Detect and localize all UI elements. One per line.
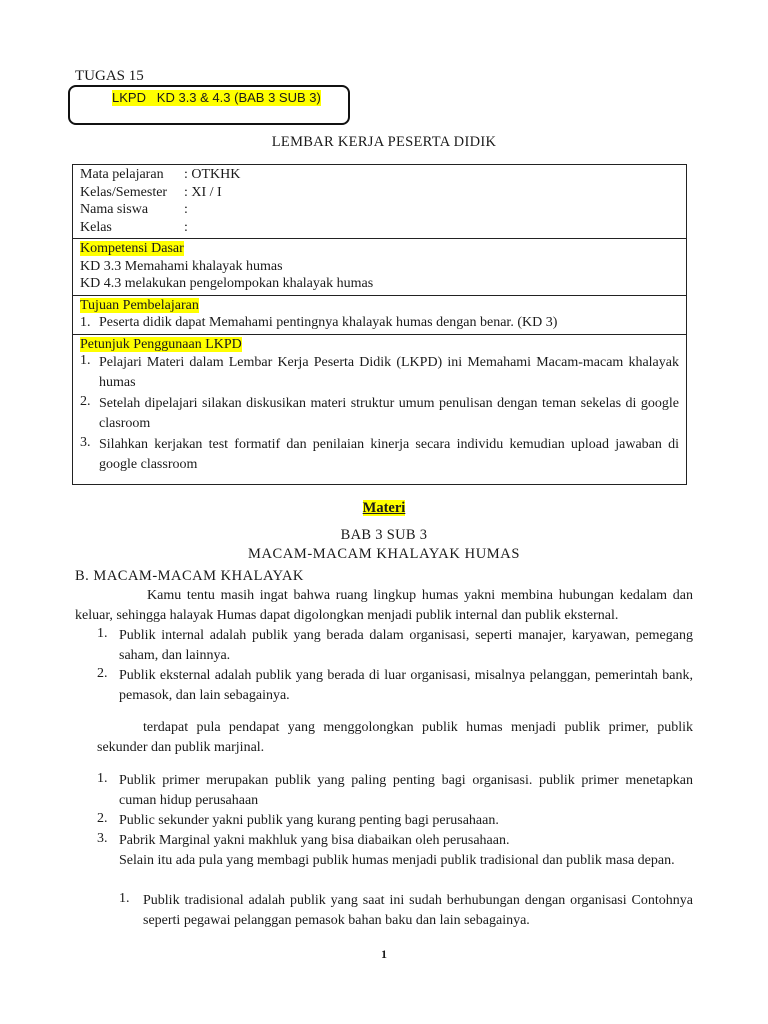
worksheet-title: LEMBAR KERJA PESERTA DIDIK: [271, 134, 497, 150]
list-number: 2.: [80, 394, 91, 409]
list-number: 1.: [80, 353, 91, 368]
list-item: [97, 811, 693, 831]
info-row-subject: [80, 166, 679, 184]
list-text: Pabrik Marginal yakni makhluk yang bisa diabaikan oleh perusahaan.: [119, 833, 510, 848]
list-number: 3.: [97, 831, 108, 846]
public-priority-list: [97, 771, 693, 851]
kompetensi-section: [73, 238, 686, 295]
materi-heading-wrap: [0, 500, 768, 517]
info-row-student-name: [80, 201, 679, 219]
tujuan-section: [73, 295, 686, 334]
chapter-title: MACAM-MACAM KHALAYAK HUMAS: [247, 546, 521, 562]
info-label: Kelas/Semester: [80, 184, 168, 200]
list-text: Pelajari Materi dalam Lembar Kerja Peserta Didik (LKPD) ini Memahami Macam-macam khalayak humas: [99, 355, 679, 390]
list-number: 1.: [119, 891, 130, 906]
petunjuk-item: [80, 353, 679, 393]
list-number: 1.: [97, 626, 108, 641]
kompetensi-heading: Kompetensi Dasar: [80, 241, 184, 256]
list-text: Public sekunder yakni publik yang kurang penting bagi perusahaan.: [119, 813, 499, 828]
list-item: [97, 626, 693, 666]
info-row-class-semester: [80, 184, 679, 202]
public-types-list: [97, 626, 693, 706]
list-item: [97, 771, 693, 811]
petunjuk-item: [80, 394, 679, 434]
intro-paragraph: Kamu tentu masih ingat bahwa ruang lingkup humas yakni membina hubungan kedalam dan keluar, sehingga halayak Humas dapat digolongkan menjadi publik internal dan publik eksternal.: [75, 588, 693, 623]
list-number: 2.: [97, 811, 108, 826]
kompetensi-line: KD 3.3 Memahami khalayak humas: [80, 258, 283, 274]
info-label: Kelas: [80, 219, 112, 235]
info-label: Mata pelajaran: [80, 167, 164, 182]
list-number: 1.: [97, 771, 108, 786]
page-number: 1: [381, 947, 387, 961]
petunjuk-heading: Petunjuk Penggunaan LKPD: [80, 336, 242, 352]
info-value: : XI / I: [184, 184, 222, 200]
public-time-list: [119, 891, 693, 931]
info-value: :: [184, 219, 188, 235]
list-number: 2.: [97, 666, 108, 681]
list-text: Setelah dipelajari silakan diskusikan materi struktur umum penulisan dengan teman sekelas di google clasroom: [99, 396, 679, 431]
section-heading: B. MACAM-MACAM KHALAYAK: [75, 568, 304, 584]
list-text: Publik internal adalah publik yang berada dalam organisasi, seperti manajer, karyawan, pemegang saham, dan lainnya.: [119, 628, 693, 663]
materi-heading: Materi: [362, 500, 406, 516]
list-text: Publik tradisional adalah publik yang saat ini sudah berhubungan dengan organisasi Contohnya seperti pegawai pelanggan pemasok bahan baku dan lain sebagainya.: [143, 893, 693, 928]
info-row-class: [80, 219, 679, 237]
list-number: 3.: [80, 435, 91, 450]
list-item: [119, 891, 693, 931]
info-value: : OTKHK: [184, 167, 241, 182]
list-text: Publik eksternal adalah publik yang berada di luar organisasi, misalnya pelanggan, pemerintah bank, pemasok, dan lain sebagainya.: [119, 668, 693, 703]
paragraph-tradisional: Selain itu ada pula yang membagi publik humas menjadi publik tradisional dan publik masa depan.: [119, 853, 675, 868]
info-label: Nama siswa: [80, 202, 149, 217]
list-text: Silahkan kerjakan test formatif dan penilaian kinerja secara individu kemudian upload jawaban di google classroom: [99, 437, 679, 472]
list-text: Peserta didik dapat Memahami pentingnya khalayak humas dengan benar. (KD 3): [99, 315, 558, 330]
chapter-label: BAB 3 SUB 3: [340, 527, 428, 543]
tujuan-item: [80, 314, 679, 332]
info-value: :: [184, 202, 188, 217]
tujuan-heading: Tujuan Pembelajaran: [80, 297, 199, 313]
list-item: [97, 831, 693, 851]
petunjuk-item: [80, 435, 679, 475]
student-info-section: [73, 165, 686, 238]
list-number: 1.: [80, 315, 91, 330]
worksheet-info-table: [72, 164, 687, 485]
list-text: Publik primer merupakan publik yang paling penting bagi organisasi. publik primer menetapkan cuman hidup perusahaan: [119, 773, 693, 808]
list-item: [97, 666, 693, 706]
assignment-label: TUGAS 15: [75, 68, 144, 84]
lkpd-label: LKPD KD 3.3 & 4.3 (BAB 3 SUB 3): [112, 90, 321, 105]
kompetensi-line: KD 4.3 melakukan pengelompokan khalayak humas: [80, 276, 374, 291]
paragraph-primer-sekunder: terdapat pula pendapat yang menggolongkan publik humas menjadi publik primer, publik sekunder dan publik marjinal.: [97, 720, 693, 755]
petunjuk-section: [73, 334, 686, 485]
